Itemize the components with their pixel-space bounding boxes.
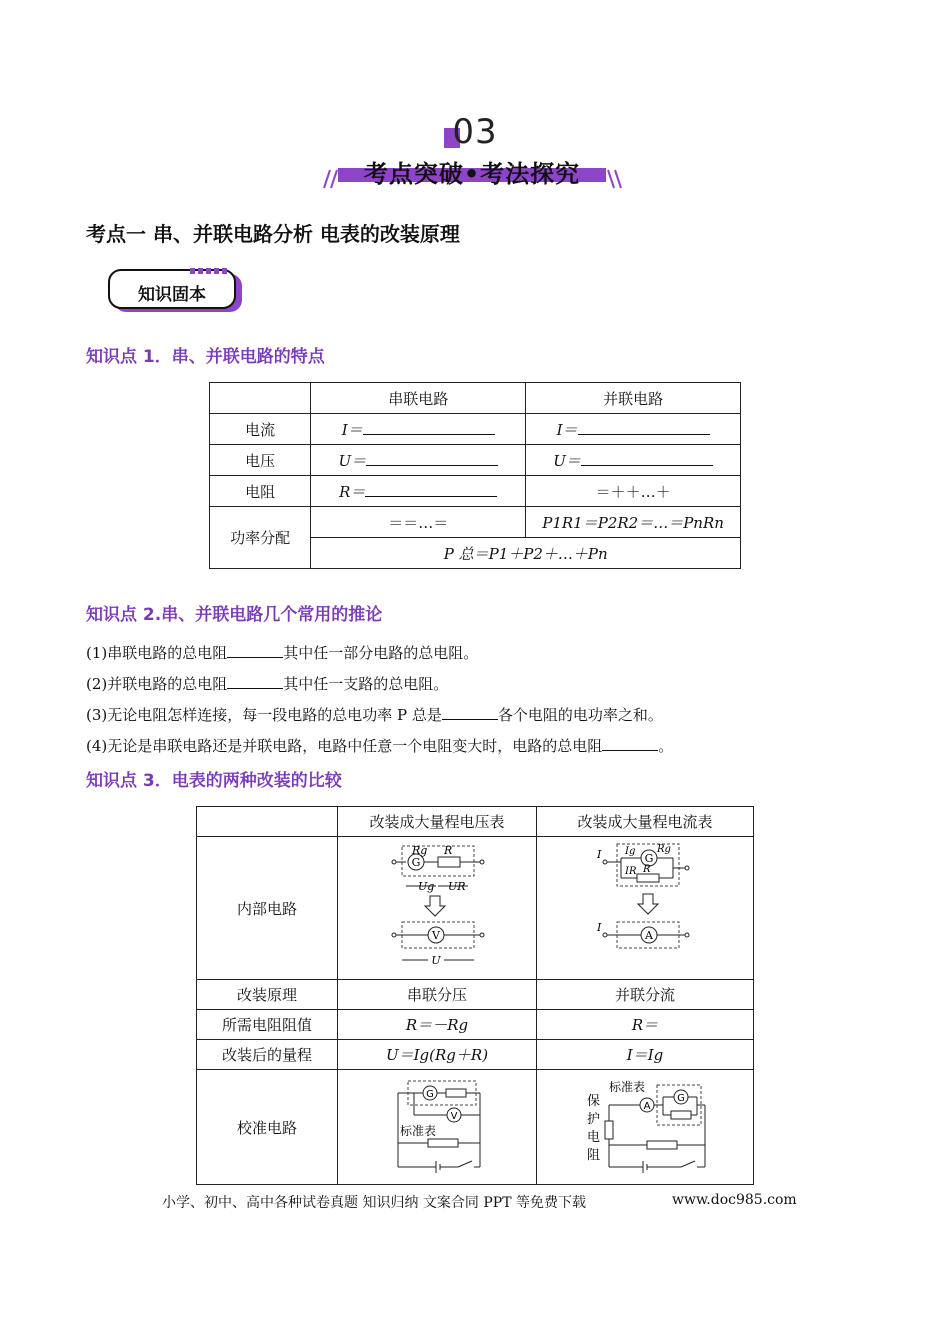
table-row — [210, 383, 741, 414]
cell-prefix: U＝ — [553, 451, 581, 470]
table-row — [210, 414, 741, 445]
ammeter-label: A — [643, 1101, 651, 1112]
cell-resistance-series — [311, 476, 526, 507]
kp3-table — [196, 806, 754, 1185]
item-text: 各个电阻的电功率之和。 — [497, 706, 663, 724]
item-text: 。 — [658, 737, 674, 755]
i-label-2: I — [597, 921, 602, 934]
col-header-series: 串联电路 — [311, 383, 526, 414]
section-number: 03 — [452, 112, 498, 152]
galvanometer-label: G — [677, 1093, 685, 1104]
row-header-power: 功率分配 — [210, 507, 311, 569]
cell-prefix: I＝ — [556, 420, 578, 439]
item-text: (1)串联电路的总电阻 — [86, 644, 228, 662]
cell-prefix: U＝ — [338, 451, 367, 470]
kp1-table — [209, 382, 741, 569]
table-row — [210, 507, 741, 538]
list-item — [86, 735, 673, 756]
table-row — [197, 1040, 754, 1070]
cell-current-parallel — [526, 414, 741, 445]
cell-voltage-series — [311, 445, 526, 476]
item-text: 其中任一部分电路的总电阻。 — [283, 644, 479, 662]
row-header-calib: 校准电路 — [197, 1070, 338, 1185]
cell-current-series — [311, 414, 526, 445]
list-item — [86, 673, 448, 694]
footer-text: 小学、初中、高中各种试卷真题 知识归纳 文案合同 PPT 等免费下载 — [162, 1195, 586, 1211]
ug-label: Ug — [418, 880, 435, 893]
table-row — [210, 476, 741, 507]
table-row — [197, 807, 754, 837]
r-label: R — [444, 844, 453, 857]
item-text: 其中任一支路的总电阻。 — [283, 675, 449, 693]
col-header-voltmeter: 改装成大量程电压表 — [338, 807, 537, 837]
u-label: U — [431, 954, 441, 967]
protect-char: 阻 — [587, 1148, 601, 1163]
cell-resistance-voltmeter: R＝－Rg — [338, 1010, 537, 1040]
galvanometer-label: G — [426, 1089, 434, 1100]
cell-power-parallel: P1R1＝P2R2＝…＝PnRn — [526, 507, 741, 538]
blank — [227, 645, 283, 658]
cell-range-ammeter: I＝Ig — [537, 1040, 754, 1070]
ur-label: UR — [448, 880, 466, 893]
row-header-voltage: 电压 — [210, 445, 311, 476]
ig-label: Ig — [625, 846, 636, 857]
blank — [442, 707, 498, 720]
cell-resistance-ammeter: R＝ — [537, 1010, 754, 1040]
cell-range-voltmeter: U＝Ig(Rg＋R) — [338, 1040, 537, 1070]
ammeter-calibration-diagram — [537, 1071, 751, 1183]
corner-cell — [210, 383, 311, 414]
cell-internal-ammeter — [537, 837, 754, 980]
row-header-range: 改装后的量程 — [197, 1040, 338, 1070]
kp1-title: 知识点 1．串、并联电路的特点 — [86, 347, 325, 367]
cell-principle-voltmeter: 串联分压 — [338, 980, 537, 1010]
voltmeter-internal-diagram — [338, 838, 534, 978]
blank — [602, 738, 658, 751]
row-header-principle: 改装原理 — [197, 980, 338, 1010]
col-header-ammeter: 改装成大量程电流表 — [537, 807, 754, 837]
footer-url[interactable]: www.doc985.com — [672, 1192, 797, 1208]
protect-char: 保 — [587, 1094, 601, 1109]
table-row — [197, 1010, 754, 1040]
standard-meter-label: 标准表 — [400, 1124, 437, 1138]
table-row — [197, 1070, 754, 1185]
cell-power-total: P 总＝P1＋P2＋…＋Pn — [311, 538, 741, 569]
voltmeter-label: V — [432, 929, 441, 942]
cell-prefix: R＝ — [339, 482, 366, 501]
item-text: (4)无论是串联电路还是并联电路，电路中任意一个电阻变大时，电路的总电阻 — [86, 737, 603, 755]
corner-cell — [197, 807, 338, 837]
kp2-title: 知识点 2.串、并联电路几个常用的推论 — [86, 605, 383, 625]
table-row — [197, 837, 754, 980]
row-header-resistance: 所需电阻阻值 — [197, 1010, 338, 1040]
galvanometer-label: G — [411, 856, 421, 869]
table-row — [197, 980, 754, 1010]
cell-voltage-parallel — [526, 445, 741, 476]
rg-label: Rg — [412, 844, 428, 857]
item-text: (2)并联电路的总电阻 — [86, 675, 228, 693]
list-item — [86, 704, 663, 725]
rg-label: Rg — [657, 844, 671, 855]
protect-char: 护 — [587, 1112, 601, 1127]
blank — [363, 420, 495, 435]
kp3-title: 知识点 3．电表的两种改装的比较 — [86, 771, 342, 791]
blank — [365, 482, 497, 497]
col-header-parallel: 并联电路 — [526, 383, 741, 414]
protect-char: 电 — [587, 1130, 601, 1145]
galvanometer-label: G — [644, 852, 654, 865]
row-header-resistance: 电阻 — [210, 476, 311, 507]
i-label: I — [597, 848, 602, 861]
cell-power-series: ＝＝…＝ — [311, 507, 526, 538]
table-row — [210, 445, 741, 476]
voltmeter-calibration-diagram — [338, 1071, 534, 1183]
blank — [581, 451, 713, 466]
ammeter-internal-diagram — [537, 838, 751, 978]
cell-resistance-parallel: ＝＋＋…＋ — [526, 476, 741, 507]
topic-title: 考点一 串、并联电路分析 电表的改装原理 — [86, 222, 460, 246]
blank — [366, 451, 498, 466]
item-text: (3)无论电阻怎样连接，每一段电路的总电功率 P 总是 — [86, 706, 442, 724]
banner-slash-right-icon — [606, 168, 626, 190]
cell-calib-voltmeter — [338, 1070, 537, 1185]
cell-calib-ammeter — [537, 1070, 754, 1185]
standard-meter-label: 标准表 — [609, 1080, 646, 1094]
r-label: R — [643, 864, 651, 875]
voltmeter-label: V — [450, 1111, 458, 1122]
cell-internal-voltmeter — [338, 837, 537, 980]
row-header-internal: 内部电路 — [197, 837, 338, 980]
row-header-current: 电流 — [210, 414, 311, 445]
blank — [578, 420, 710, 435]
list-item — [86, 642, 478, 663]
cell-prefix: I＝ — [341, 420, 363, 439]
ir-label: IR — [625, 866, 637, 877]
cell-principle-ammeter: 并联分流 — [537, 980, 754, 1010]
badge-label: 知识固本 — [138, 285, 206, 305]
banner-title: 考点突破•考法探究 — [363, 160, 581, 188]
blank — [227, 676, 283, 689]
ammeter-label: A — [645, 929, 653, 942]
